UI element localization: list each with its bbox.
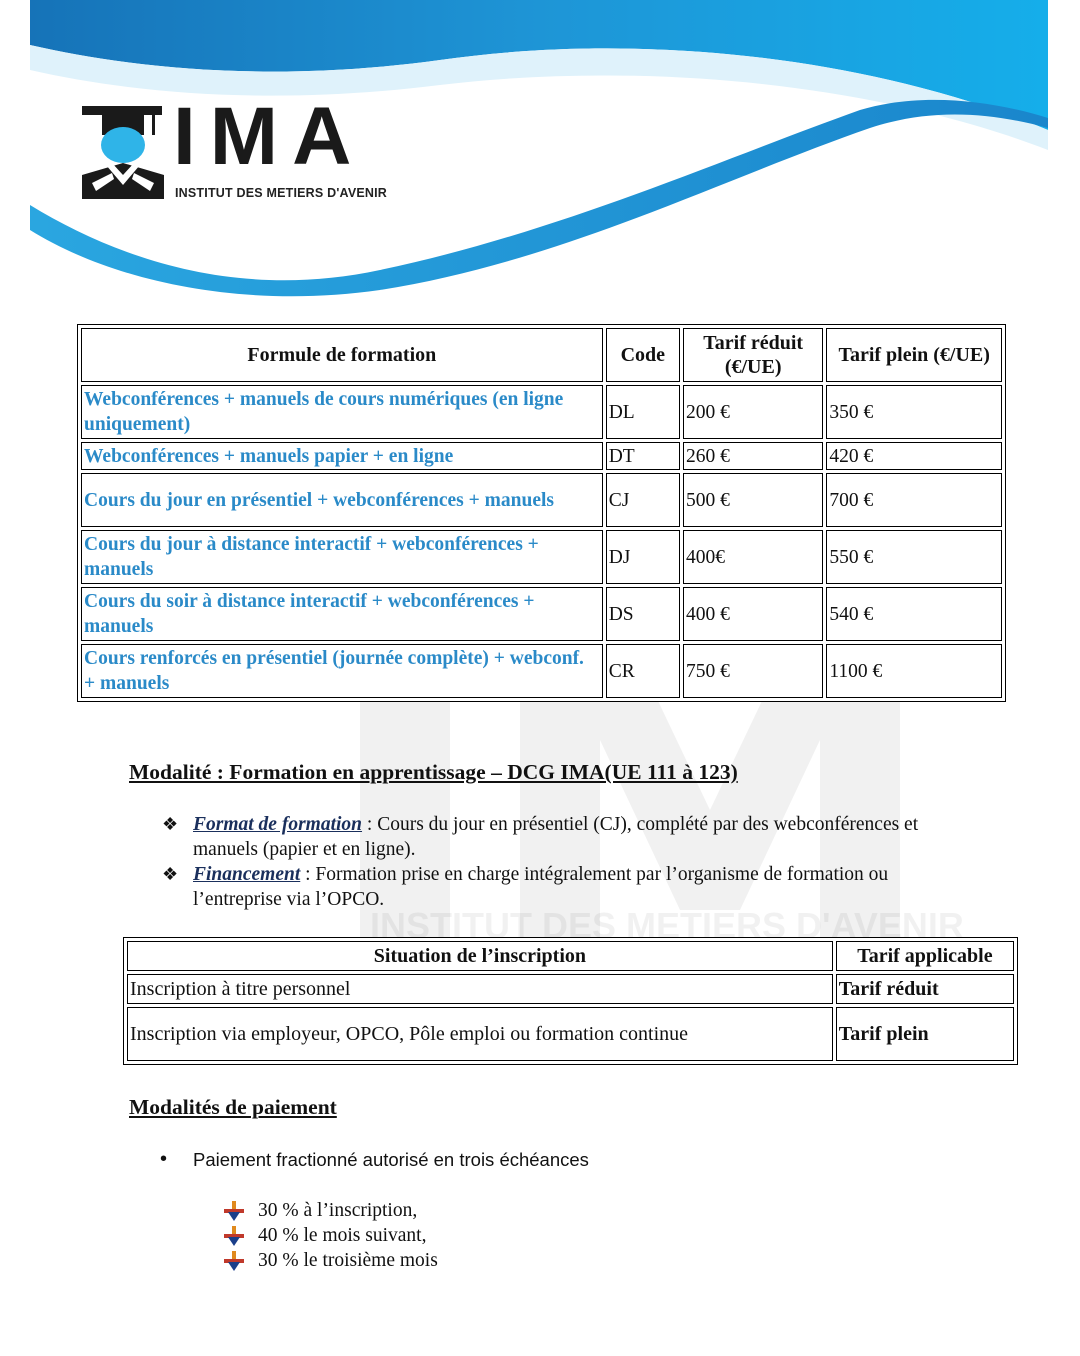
down-arrow-icon [224,1226,244,1246]
table-row [81,385,1002,439]
header-situation: Situation de l’inscription [127,941,833,971]
tarif-reduit-cell: 500 € [683,473,823,527]
table-row [81,587,1002,641]
code-cell: CJ [606,473,680,527]
header-formule: Formule de formation [81,328,603,382]
code-cell: CR [606,644,680,698]
formule-cell: Cours du jour à distance interactif + webconférences + manuels [81,530,603,584]
header-tarif-plein: Tarif plein (€/UE) [826,328,1002,382]
table-row [127,1007,1014,1061]
list-item [224,1223,438,1248]
financement-label: Financement [193,864,301,885]
paiement-item-text: Paiement fractionné autorisé en trois échéances [193,1149,589,1170]
logo-wordmark: IMA [173,91,366,182]
tarif-cell: Tarif plein [836,1007,1014,1061]
formules-table [77,324,1006,702]
format-label: Format de formation [193,814,363,835]
code-cell: DJ [606,530,680,584]
table-row [81,644,1002,698]
header-code: Code [606,328,680,382]
modalite-list [160,812,980,912]
inscription-table [123,937,1018,1065]
code-cell: DL [606,385,680,439]
formule-cell: Cours du jour en présentiel + webconférences + manuels [81,473,603,527]
table-row [127,974,1014,1004]
logo-tagline: INSTITUT DES METIERS D'AVENIR [175,186,388,200]
diamond-bullet-icon: ❖ [162,814,179,834]
down-arrow-icon [224,1201,244,1221]
table-row [81,473,1002,527]
paiement-steps [224,1198,438,1273]
formule-cell: Cours renforcés en présentiel (journée complète) + webconf. + manuels [81,644,603,698]
watermark-text: INSTITUT DES METIERS D'AVENIR [370,905,964,946]
situation-cell: Inscription à titre personnel [127,974,833,1004]
bullet-dot-icon: • [160,1148,168,1170]
tarif-plein-cell: 550 € [826,530,1002,584]
list-item [160,812,980,862]
tarif-reduit-cell: 400€ [683,530,823,584]
step-text: 30 % le troisième mois [258,1250,438,1271]
financement-text: : Formation prise en charge intégralement par l’organisme de formation ou l’entreprise via l’OPCO. [193,864,889,910]
tarif-reduit-cell: 200 € [683,385,823,439]
formule-cell: Webconférences + manuels papier + en ligne [81,442,603,470]
table-row [81,442,1002,470]
tarif-reduit-cell: 750 € [683,644,823,698]
list-item [224,1198,438,1223]
tarif-reduit-cell: 260 € [683,442,823,470]
tarif-plein-cell: 420 € [826,442,1002,470]
tarif-cell: Tarif réduit [836,974,1014,1004]
list-item [224,1248,438,1273]
formule-cell: Webconférences + manuels de cours numériques (en ligne uniquement) [81,385,603,439]
modalite-title: Modalité : Formation en apprentissage – DCG IMA(UE 111 à 123) [129,760,738,784]
paiement-title: Modalités de paiement [129,1095,337,1119]
table-header-row [127,941,1014,971]
tarif-plein-cell: 1100 € [826,644,1002,698]
situation-cell: Inscription via employeur, OPCO, Pôle emploi ou formation continue [127,1007,833,1061]
table-header-row [81,328,1002,382]
down-arrow-icon [224,1251,244,1271]
tarif-reduit-cell: 400 € [683,587,823,641]
formule-cell: Cours du soir à distance interactif + webconférences + manuels [81,587,603,641]
header-tarif-applicable: Tarif applicable [836,941,1014,971]
code-cell: DT [606,442,680,470]
tarif-plein-cell: 540 € [826,587,1002,641]
format-text: : Cours du jour en présentiel (CJ), complété par des webconférences et manuels (papier et en ligne). [193,814,919,860]
table-row [81,530,1002,584]
step-text: 30 % à l’inscription, [258,1200,418,1221]
tarif-plein-cell: 700 € [826,473,1002,527]
diamond-bullet-icon: ❖ [162,864,179,884]
tarif-plein-cell: 350 € [826,385,1002,439]
step-text: 40 % le mois suivant, [258,1225,427,1246]
code-cell: DS [606,587,680,641]
header-tarif-reduit: Tarif réduit (€/UE) [683,328,823,382]
list-item [160,862,980,912]
